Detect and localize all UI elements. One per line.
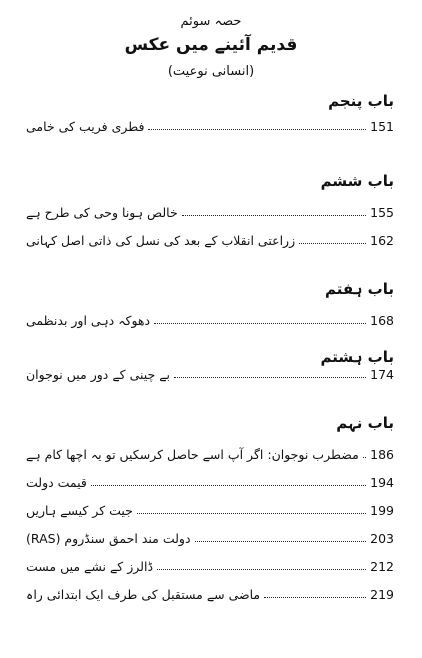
page-number: 151 <box>370 119 394 134</box>
toc-entry[interactable] <box>24 554 394 574</box>
entry-title: قیمت دولت <box>26 475 87 490</box>
page-number: 155 <box>370 205 394 220</box>
entry-title: ڈالرز کے نشے میں مست <box>26 559 154 574</box>
leader-dots <box>157 568 366 570</box>
page-number: 203 <box>370 531 394 546</box>
entry-title: بے چینی کے دور میں نوجوان <box>26 367 171 382</box>
leader-dots <box>195 540 367 542</box>
chapter-heading: باب ہشتم <box>320 348 394 366</box>
toc-entry[interactable] <box>24 228 394 248</box>
page-number: 194 <box>370 475 394 490</box>
section-title: قدیم آئینے میں عکس <box>124 35 298 55</box>
toc-entry[interactable] <box>24 470 394 490</box>
toc-entry[interactable] <box>24 114 394 134</box>
entry-title: ماضی سے مستقبل کی طرف ایک ابتدائی راہ <box>26 587 261 602</box>
chapter-heading: باب ششم <box>320 172 394 190</box>
section-subtitle: (انسانی نوعیت) <box>167 64 255 79</box>
page-number: 212 <box>370 559 394 574</box>
entry-title: فطری فریب کی خامی <box>26 119 145 134</box>
leader-dots <box>148 128 366 130</box>
page-number: 174 <box>370 367 394 382</box>
page-number: 162 <box>370 233 394 248</box>
toc-entry[interactable] <box>24 582 394 602</box>
leader-dots <box>174 376 366 378</box>
toc-entry[interactable] <box>24 526 394 546</box>
toc-entry[interactable] <box>24 498 394 518</box>
toc-entry[interactable] <box>24 442 394 462</box>
chapter-heading: باب پنجم <box>328 92 394 110</box>
entry-title: زراعتی انقلاب کے بعد کی نسل کی ذاتی اصل کہانی <box>26 233 296 248</box>
chapter-heading: باب ہفتم <box>324 280 394 298</box>
page-number: 168 <box>370 313 394 328</box>
toc-entry[interactable] <box>24 200 394 220</box>
leader-dots <box>154 322 366 324</box>
entry-title: دولت مند احمق سنڈروم (RAS) <box>26 531 191 546</box>
leader-dots <box>299 242 366 244</box>
entry-title: جیت کر کیسے ہاریں <box>26 503 133 518</box>
section-heading: حصہ سوئم <box>180 14 242 29</box>
page-number: 219 <box>370 587 394 602</box>
leader-dots <box>264 596 366 598</box>
leader-dots <box>182 214 366 216</box>
page-number: 199 <box>370 503 394 518</box>
chapter-heading: باب نہم <box>336 414 394 432</box>
leader-dots <box>137 512 366 514</box>
entry-title: مضطرب نوجوان: اگر آپ اسے حاصل کرسکیں تو یہ اچھا کام ہے <box>26 447 359 462</box>
toc-entry[interactable] <box>24 308 394 328</box>
entry-title: دھوکہ دہی اور بدنظمی <box>26 313 151 328</box>
entry-title: خالص ہونا وحی کی طرح ہے <box>26 205 178 220</box>
toc-entry[interactable] <box>24 362 394 382</box>
leader-dots <box>91 484 366 486</box>
page-number: 186 <box>370 447 394 462</box>
leader-dots <box>363 456 366 458</box>
